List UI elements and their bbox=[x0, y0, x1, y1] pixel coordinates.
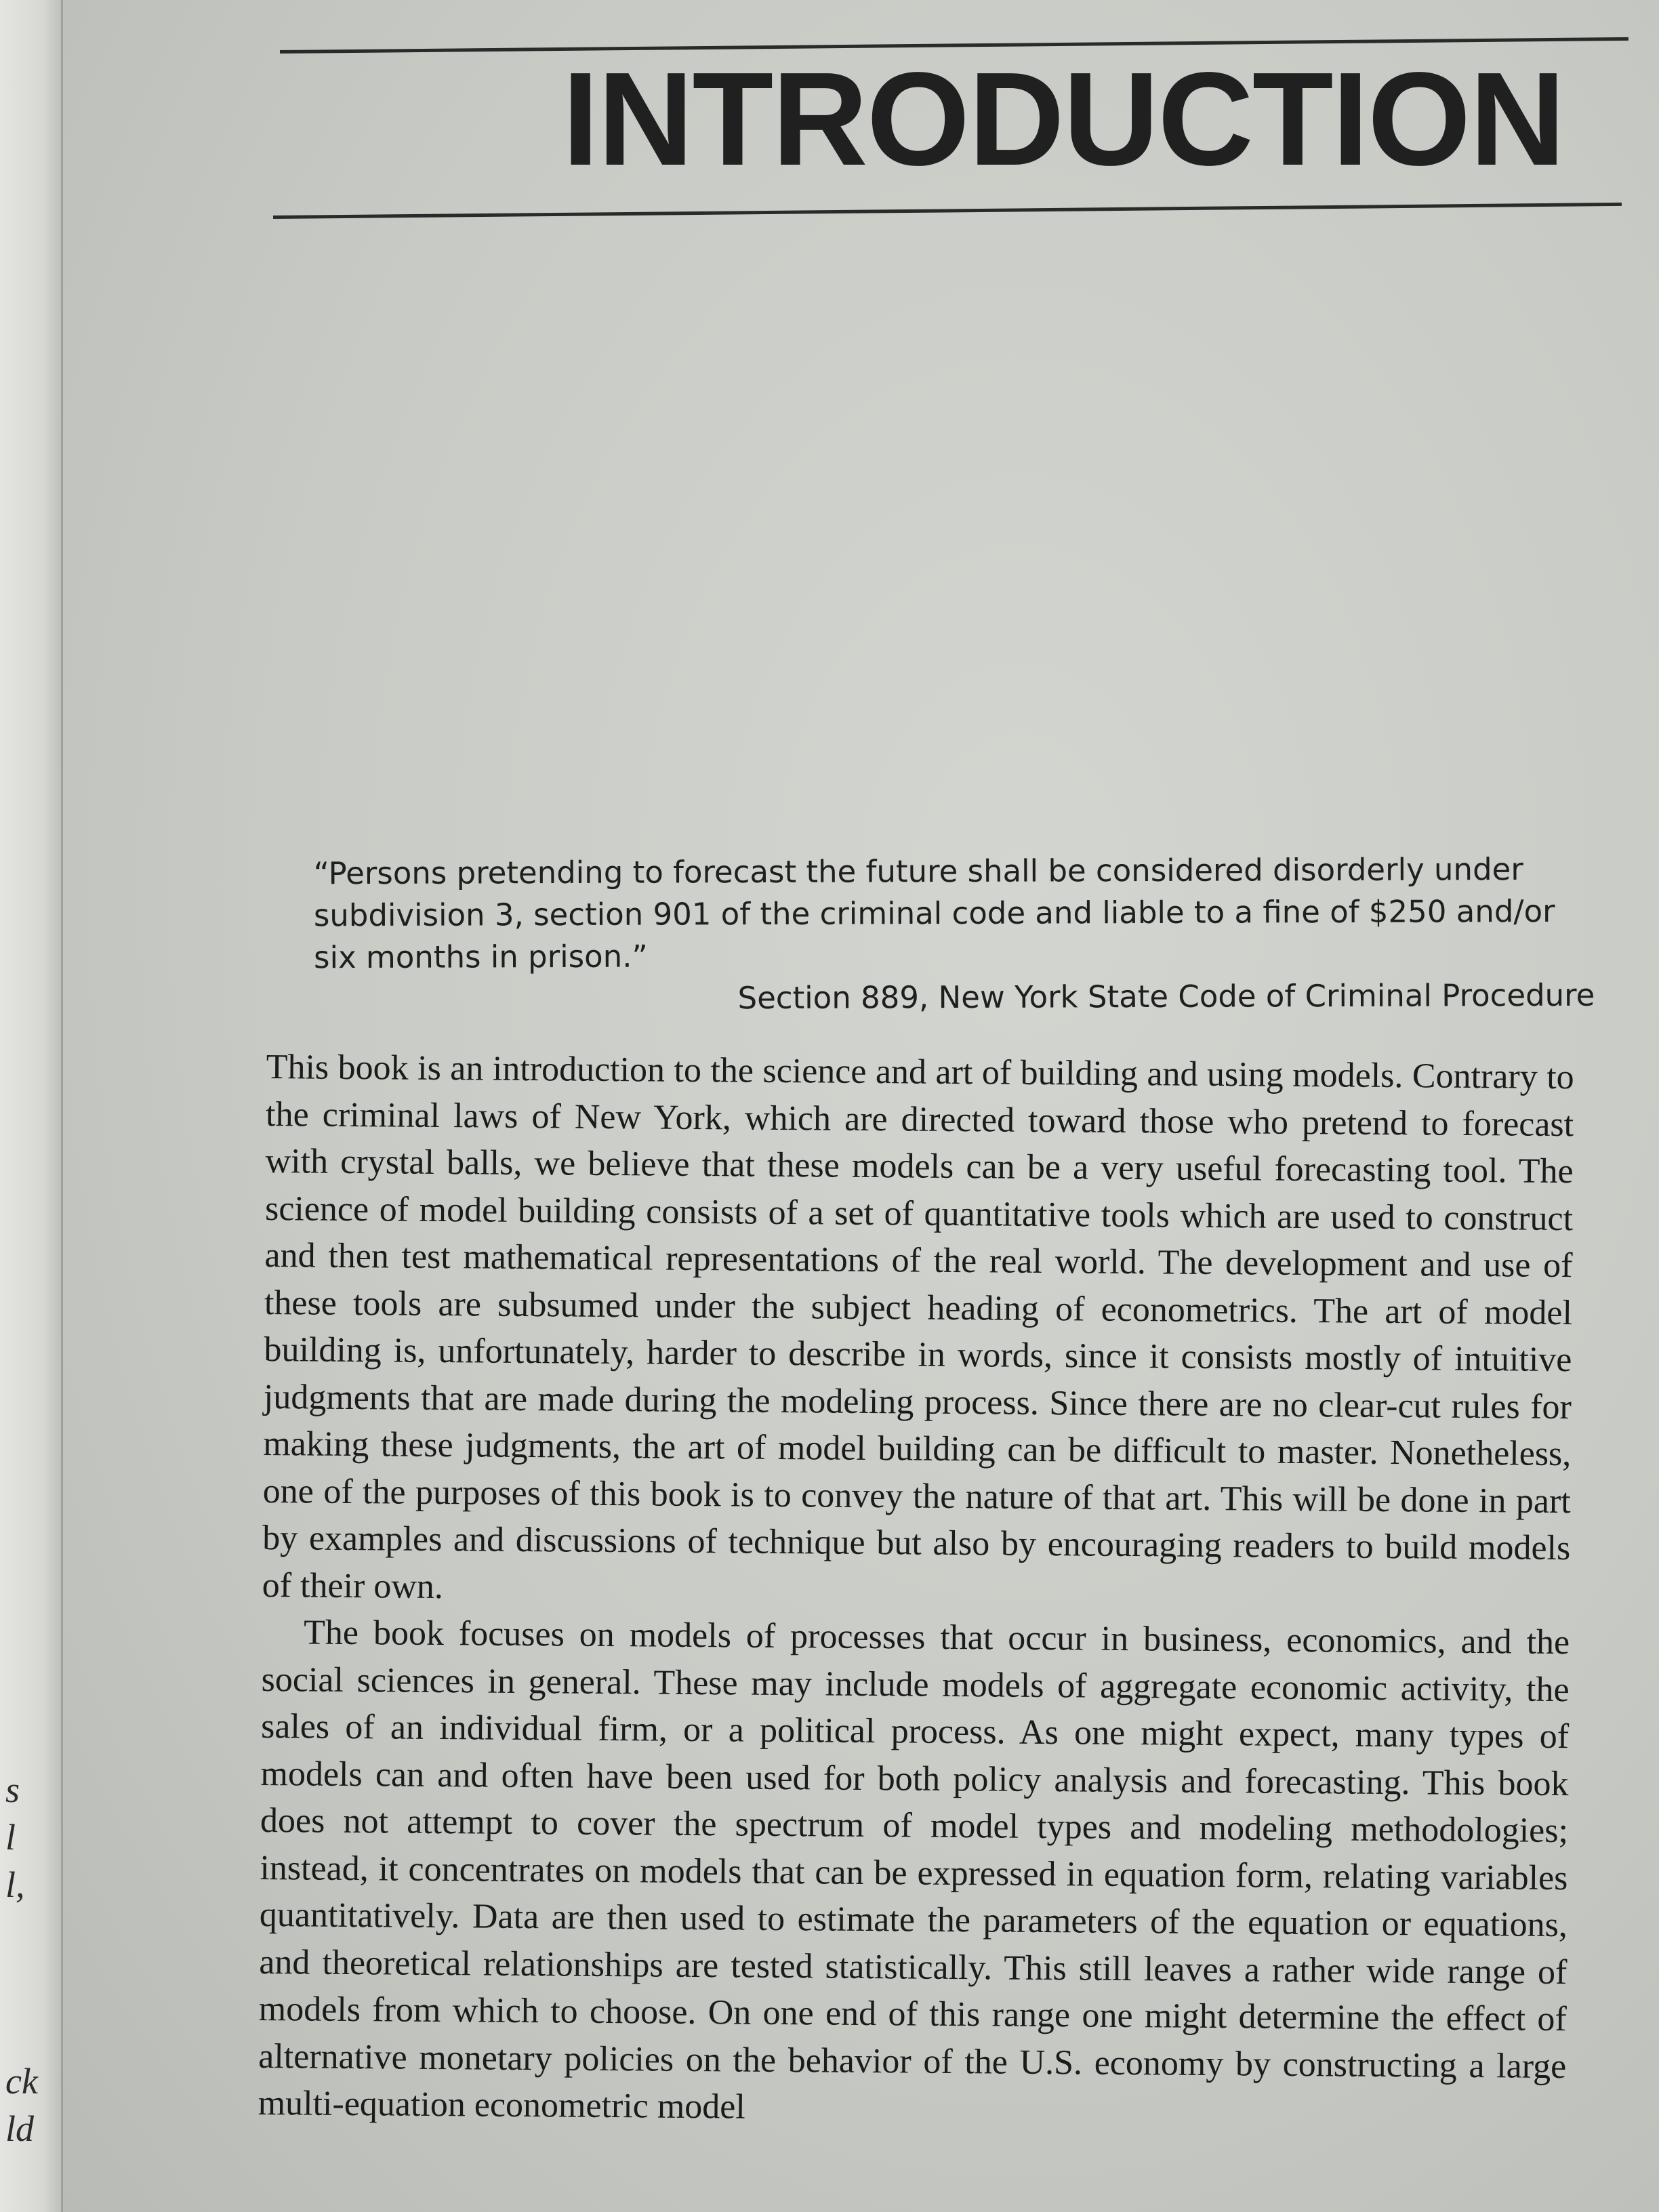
title-rule-bottom bbox=[273, 203, 1622, 219]
epigraph-source: Section 889, New York State Code of Criminal Procedure bbox=[737, 977, 1595, 1017]
epigraph bbox=[314, 848, 1595, 1021]
adjacent-page-fragment: l bbox=[5, 1817, 16, 1858]
book-page bbox=[63, 0, 1659, 2212]
adjacent-page-fragment: ld bbox=[5, 2108, 35, 2149]
body-text bbox=[258, 1044, 1574, 2137]
adjacent-page-edge bbox=[0, 0, 63, 2212]
paragraph: The book focuses on models of processes that occur in business, economics, and the social sciences in general. These may include models of aggregate economic activity, the sales of an individual firm, or a political process. As one might expect, many types of models can and often have been used for both policy analysis and forecasting. This book does not attempt to cover the spectrum of model types and modeling methodologies; instead, it concentrates on models that can be expressed in equation form, relating variables quantitatively. Data are then used to estimate the parameters of the equation or equations, and theoretical relationships are tested statistically. This still leaves a rather wide range of models from which to choose. On one end of this range one might determine the effect of alternative monetary policies on the behavior of the U.S. economy by constructing a large multi-equation econometric model bbox=[258, 1613, 1570, 2127]
adjacent-page-fragment: s bbox=[5, 1769, 20, 1810]
epigraph-quote: “Persons pretending to forecast the future shall be considered disorderly under subdivision 3, section 901 of the criminal code and liable to a fine of $250 and/or six months in prison.” bbox=[313, 851, 1555, 976]
adjacent-page-fragment: l, bbox=[5, 1864, 25, 1905]
adjacent-page-fragment: ck bbox=[5, 2061, 38, 2102]
chapter-title: INTRODUCTION bbox=[562, 45, 1564, 193]
paragraph: This book is an introduction to the science and art of building and using models. Contrary to the criminal laws of New York, which are directed toward those who pretend to forecast with crystal balls, we believe that these models can be a very useful forecasting tool. The science of model building consists of a set of quantitative tools which are used to construct and then test mathematical representations of the real world. The development and use of these tools are subsumed under the subject heading of econometrics. The art of model building is, unfortunately, harder to describe in words, since it consists mostly of intuitive judgments that are made during the modeling process. Since there are no clear-cut rules for making these judgments, the art of model building can be difficult to master. Nonetheless, one of the purposes of this book is to convey the nature of that art. This will be done in part by examples and discussions of technique but also by encouraging readers to build models of their own. bbox=[262, 1047, 1574, 1606]
